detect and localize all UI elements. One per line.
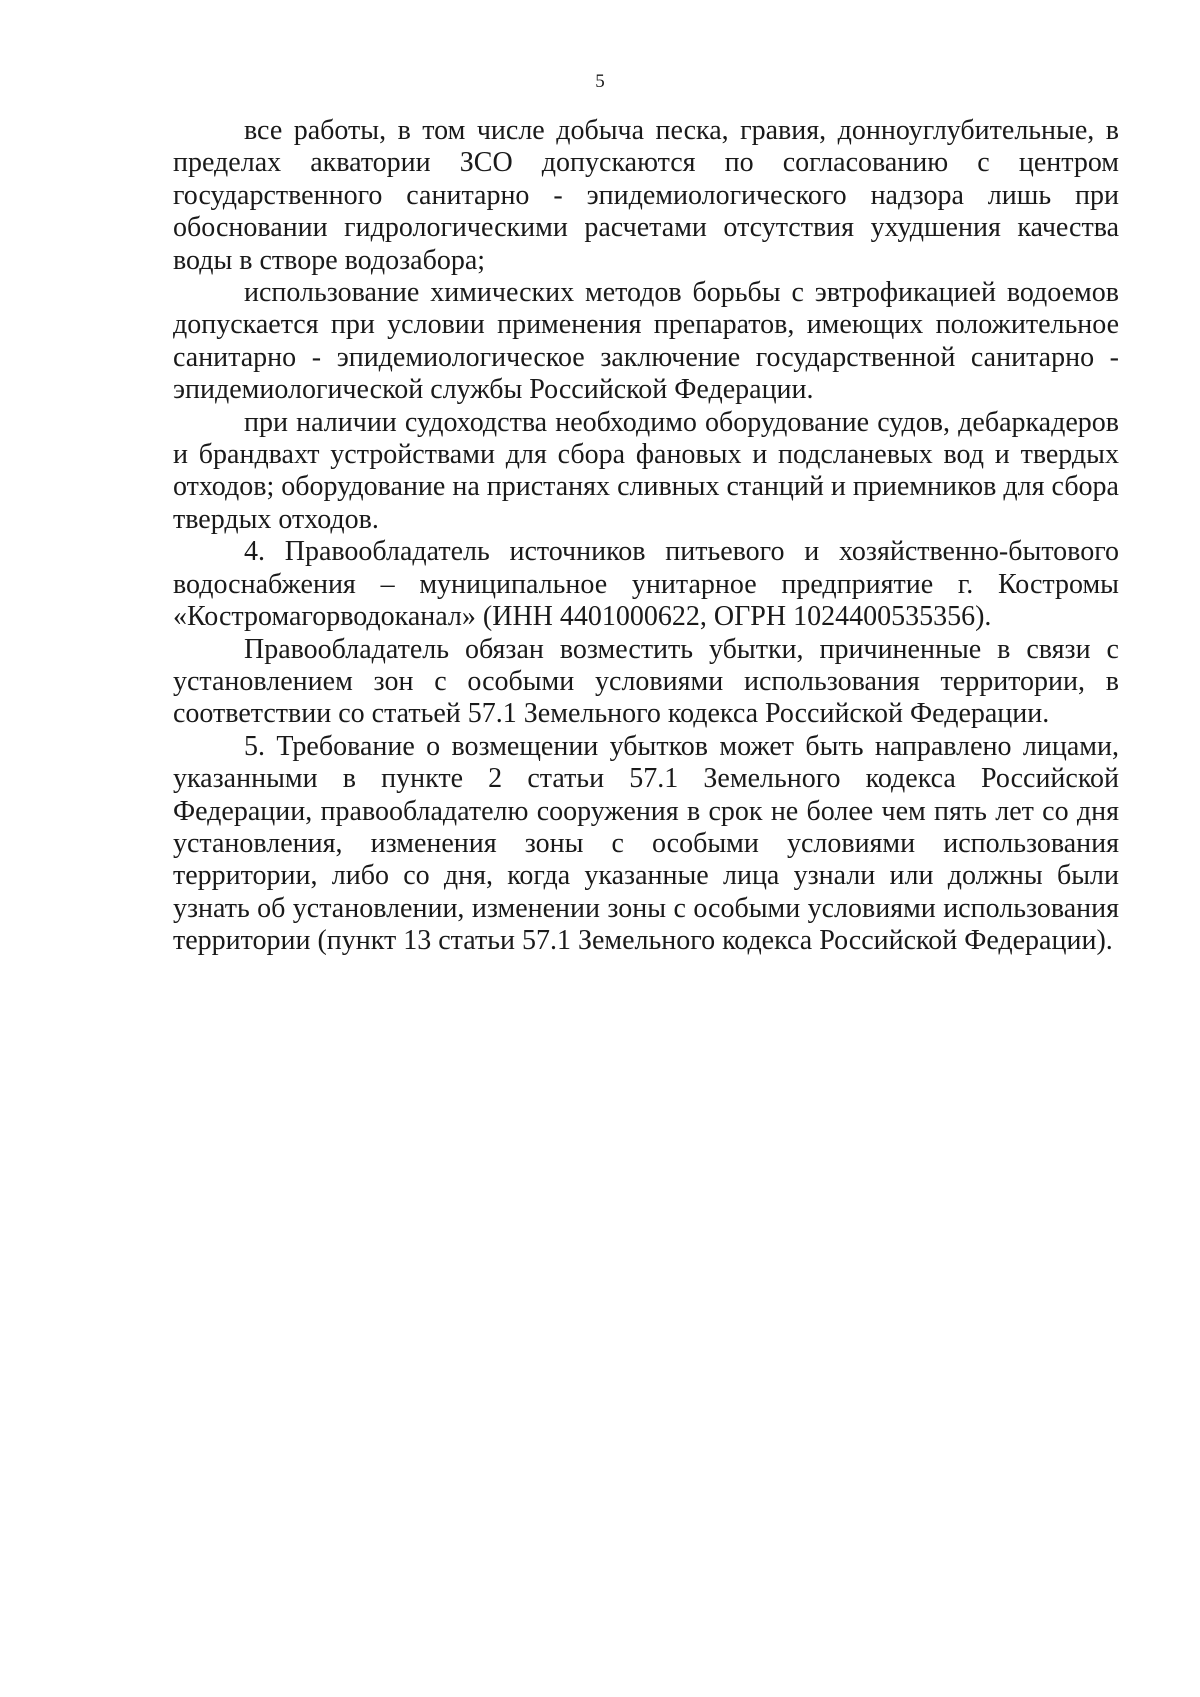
paragraph-compensation-duty: Правообладатель обязан возместить убытки, причиненные в связи с установлением зон с особыми условиями использования территории, в соответствии со статьей 57.1 Земельного кодекса Российской Федерации. (173, 633, 1119, 730)
paragraph-chemical-methods: использование химических методов борьбы с эвтрофикацией водоемов допускается при условии применения препаратов, имеющих положительное санитарно - эпидемиологическое заключение государственной санитарно - эпидемиологической службы Российской Федерации. (173, 277, 1119, 406)
paragraph-navigation-equipment: при наличии судоходства необходимо оборудование судов, дебаркадеров и брандвахт устройствами для сбора фановых и подсланевых вод и твердых отходов; оборудование на пристанях сливных станций и приемников для сбора твердых отходов. (173, 406, 1119, 535)
document-body (173, 115, 1119, 958)
paragraph-compensation-claim: 5. Требование о возмещении убытков может быть направлено лицами, указанными в пункте 2 статьи 57.1 Земельного кодекса Российской Федерации, правообладателю сооружения в срок не более чем пять лет со дня установления, изменения зоны с особыми условиями использования территории, либо со дня, когда указанные лица узнали или должны были узнать об установлении, изменении зоны с особыми условиями использования территории (пункт 13 статьи 57.1 Земельного кодекса Российской Федерации). (173, 730, 1119, 957)
paragraph-rights-holder: 4. Правообладатель источников питьевого и хозяйственно-бытового водоснабжения – муниципальное унитарное предприятие г. Костромы «Костромагорводоканал» (ИНН 4401000622, ОГРН 1024400535356). (173, 536, 1119, 633)
page-number: 5 (595, 71, 605, 92)
paragraph-dredging-works: все работы, в том числе добыча песка, гравия, донноуглубительные, в пределах акватории ЗСО допускаются по согласованию с центром государственного санитарно - эпидемиологического надзора лишь при обосновании гидрологическими расчетами отсутствия ухудшения качества воды в створе водозабора; (173, 115, 1119, 276)
